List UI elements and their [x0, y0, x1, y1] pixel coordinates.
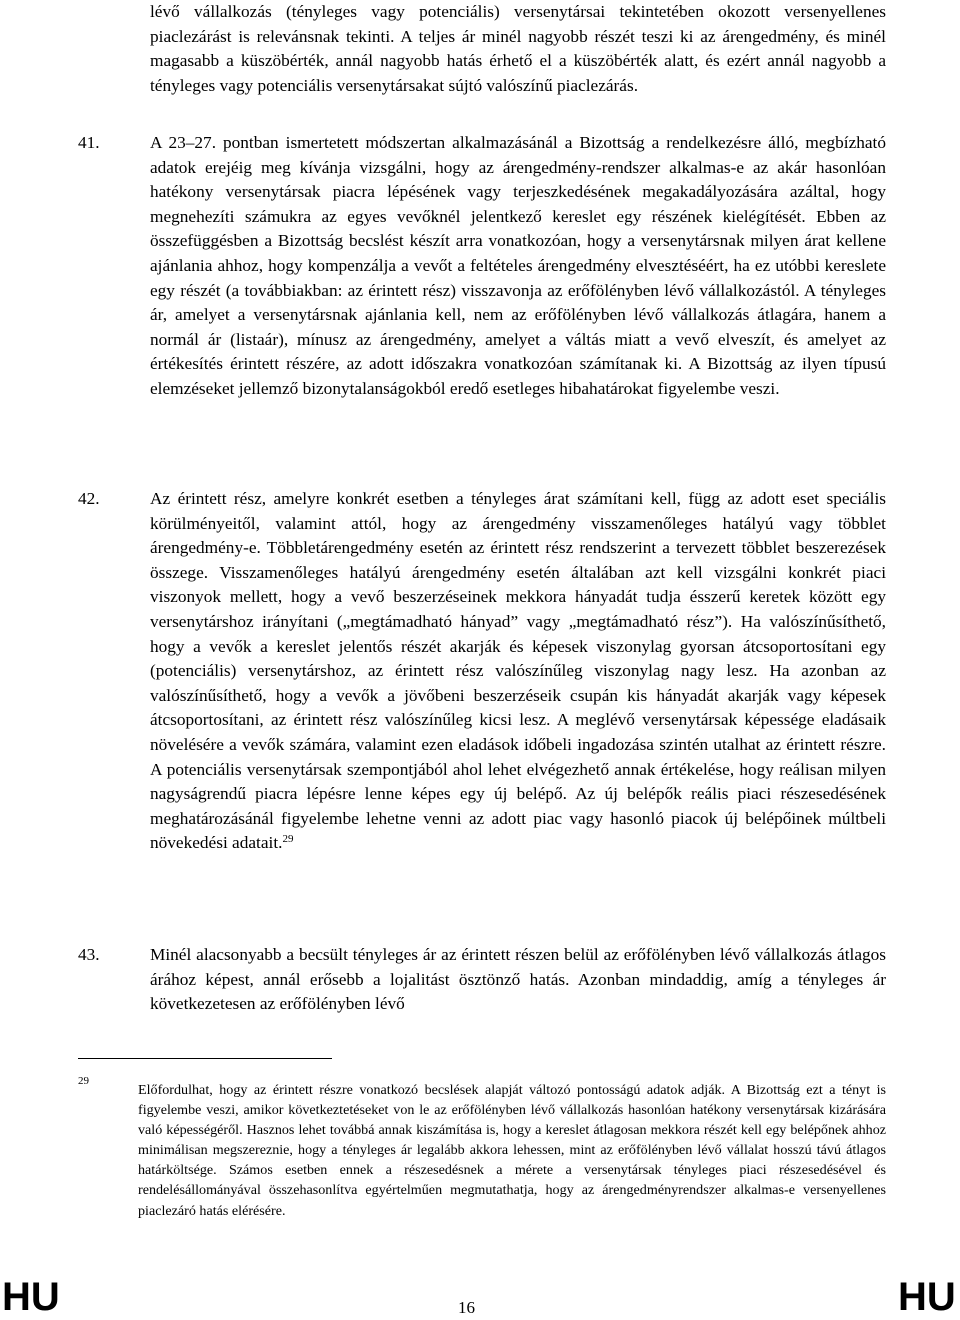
paragraph-number: 41. — [78, 133, 100, 152]
paragraph-42-text: Az érintett rész, amelyre konkrét esetben a tényleges árat számítani kell, függ az adott eset speciális körülményeitől, valamint attól, hogy az árengedmény visszamenőleges hatályú vagy többlet árengedmény-e. Többletárengedmény esetén az érintett rész rendszerint a tervezett többlet beszerezések összege. Visszamenőleges hatályú árengedmény esetén általában azt kell vizsgálni konkrét piaci viszonyok mellett, hogy a vevő beszerzéseinek mekkora hányadát tudja ésszerű keretek között egy versenytárshoz irányítani („megtámadható hányad” vagy „megtámadható rész”). Ha valószínűsíthető, hogy a vevők a kereslet jelentős részét akarják és képesek viszonylag gyorsan átcsoportosítani egy (potenciális) versenytárshoz, az érintett rész valószínűleg viszonylag nagy lesz. Ha azonban az valószínűsíthető, hogy a vevők a jövőbeni beszerzéseik csupán kis hányadát akarják vagy képesek átcsoportosítani, az érintett rész valószínűleg kicsi lesz. A meglévő versenytársak képessége eladásaik növelésére a vevők számára, valamint ezen eladások időbeli ingadozása szintén utalhat az érintett részre. A potenciális versenytársak szempontjából ahol lehet elvégezhető annak értékelése, hogy reálisan milyen nagyságrendű piacra lépésre lenne képes egy új belépő. Az új belépők reális piaci részesedésének meghatározásánál figyelembe lehetne venni az adott piac vagy hasonló piacok új belépőinek múltbeli növekedési adatait. — [150, 489, 886, 853]
footnote-number: 29 — [78, 1075, 89, 1087]
continuation-paragraph: lévő vállalkozás (tényleges vagy potenciális) versenytársai tekintetében okozott versenyellenes piaclezárást is relevánsnak tekinti. A teljes ár minél nagyobb részét teszi ki az árengedmény, és minél magasabb a küszöbérték, annál nagyobb hatás érhető el a küszöbérték alatt, és ezért annál nagyobb a tényleges vagy potenciális versenytársakat sújtó valószínű piaclezárás. — [150, 2, 886, 95]
language-mark-right: HU — [898, 1275, 956, 1319]
paragraph-42 — [150, 487, 886, 856]
paragraph-number: 42. — [78, 489, 100, 508]
footnote-text: Előfordulhat, hogy az érintett részre vonatkozó becslések alapját változó pontosságú adatok adják. A Bizottság ezt a tényt is figyelembe veszi, amikor következtetéseket von le az erőfölényben lévő vállalkozás hasonlóan hatékony versenytársak kizárására való képességéről. Hasznos lehet továbbá annak kiszámítása is, hogy a kereslet átlagosan mekkora részét kell egy belépőnek ahhoz minimálisan megszereznie, hogy a tényleges ár legalább akkora lehessen, mint az erőfölényben lévő vállalat hosszú távú átlagos határköltsége. Számos esetben ennek a részesedésnek a mérete a versenytársak tényleges piaci részesedésével és rendelésállományával összehasonlítva egyértelműen megmutathatja, hogy az árengedményrendszer alkalmas-e versenyellenes piaclezáró hatás elérésére. — [138, 1082, 886, 1219]
page-number: 16 — [458, 1298, 475, 1317]
paragraph-43-text: Minél alacsonyabb a becsült tényleges ár az érintett részen belül az erőfölényben lévő vállalkozás átlagos árához képest, annál erősebb a lojalitást ösztönző hatás. Azonban mindaddig, amíg a tényleges ár következetesen az erőfölényben lévő — [150, 945, 886, 1014]
footnote-reference[interactable]: 29 — [282, 833, 294, 846]
paragraph-41-text: A 23–27. pontban ismertetett módszertan alkalmazásánál a Bizottság a rendelkezésre álló, megbízható adatok erejéig meg kívánja vizsgálni, hogy az árengedmény-rendszer alkalmas-e az akár hasonlóan hatékony versenytársak piacra lépésének vagy terjeszkedésének megakadályozására azáltal, hogy megnehezíti számukra az egyes vevőknél jelentkező kereslet egy részének kielégítését. Ebben az összefüggésben a Bizottság becslést készít arra vonatkozóan, hogy a versenytársnak milyen árat kellene ajánlania ahhoz, hogy kompenzálja a vevőt a feltételes árengedmény elvesztéséért, ha ez utóbbi kereslete egy részét (a továbbiakban: az érintett rész) visszavonja az erőfölényben lévő vállalkozástól. A tényleges ár, amelyet a versenytársnak ajánlania kell, nem az erőfölényben lévő vállalkozás átlagára, hanem a normál ár (listaár), mínusz az árengedmény, amelyet a váltás miatt a vevő elveszít, és amelyet az értékesítés érintett részére, az adott időszakra vonatkozóan számítanak ki. A Bizottság az ilyen típusú elemzéseket jellemző bizonytalanságokból eredő esetleges hibahatárokat figyelembe veszi. — [150, 133, 886, 398]
language-mark-left: HU — [2, 1275, 60, 1319]
paragraph-number: 43. — [78, 945, 100, 964]
footnote-separator — [78, 1058, 332, 1059]
